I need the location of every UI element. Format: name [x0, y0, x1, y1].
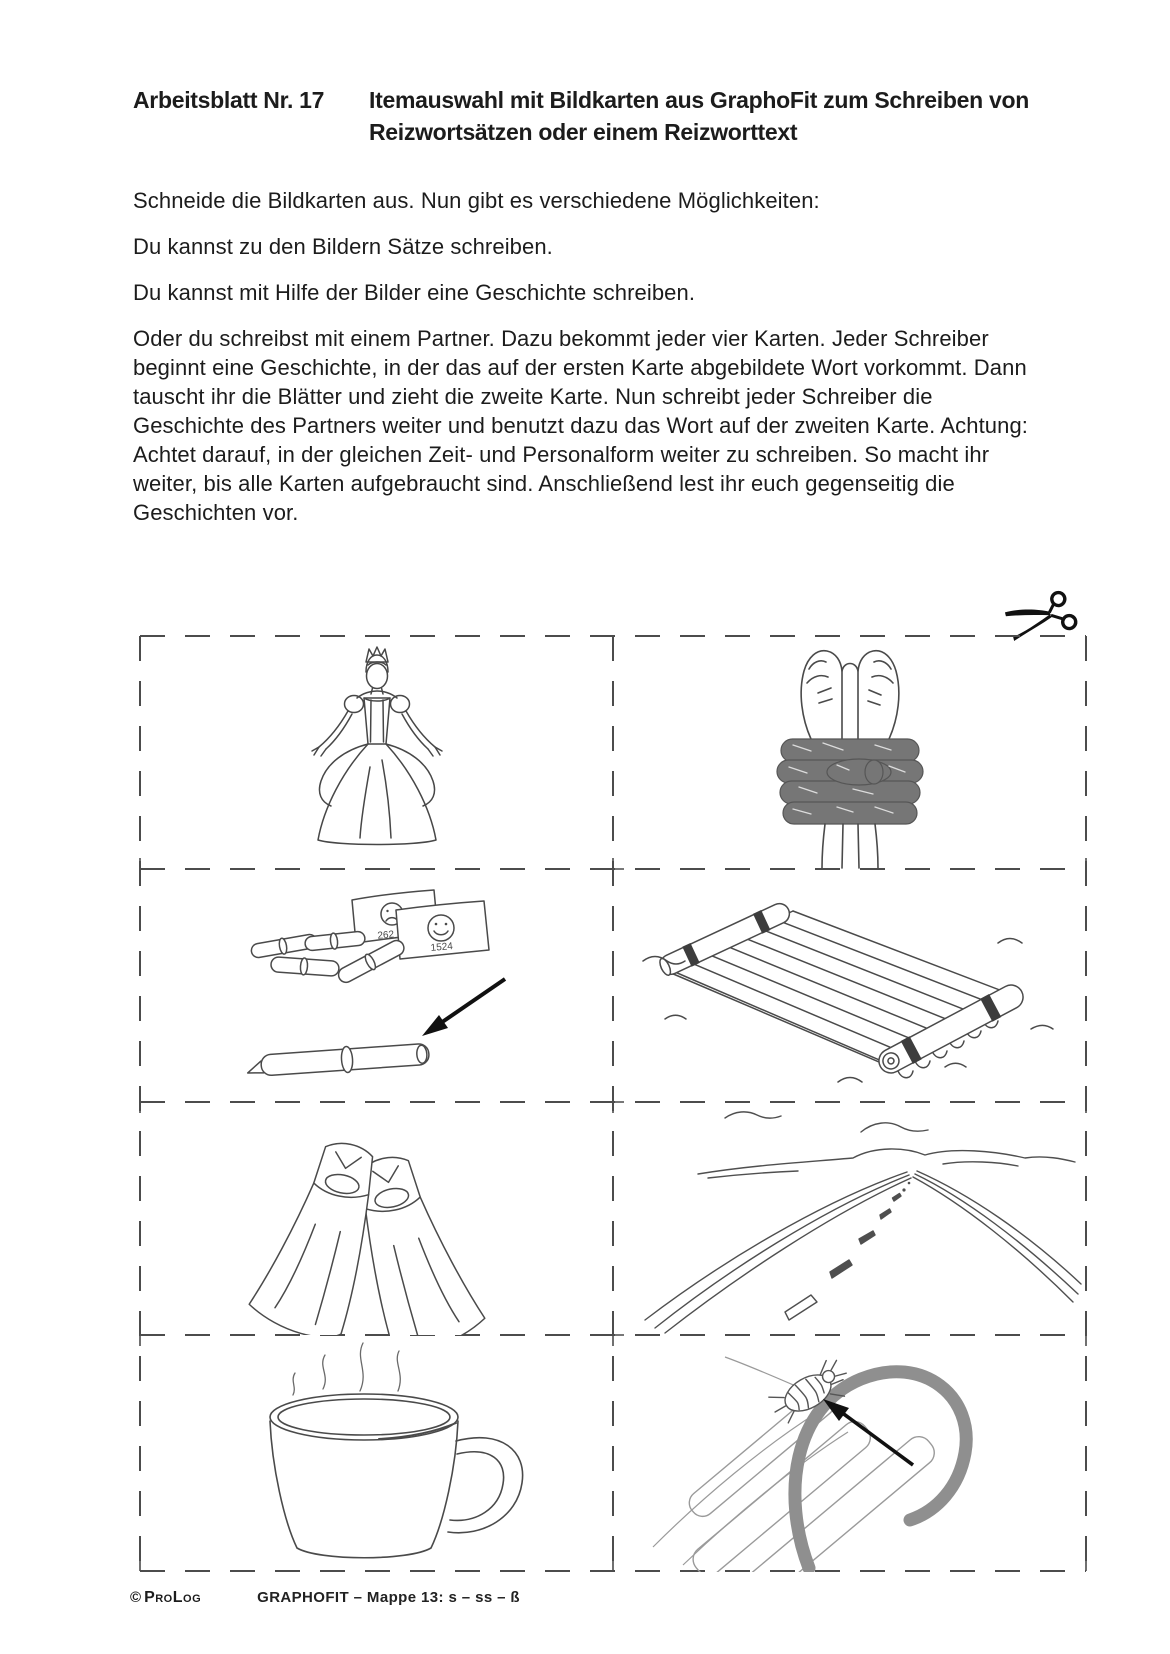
copyright-symbol: ©: [130, 1589, 142, 1606]
instruction-paragraph: Oder du schreibst mit einem Partner. Dazu bekommt jeder vier Karten. Jeder Schreiber beginnt eine Geschichte, in der das auf der ersten Karte abgebildete Wort vorkommt. Dann tauscht ihr die Blätter und zieht die zweite Karte. Nun schreibt jeder Schreiber die Geschichte des Partners weiter und benutzt dazu das Wort auf der zweiten Karte. Achtung: Achtet darauf, in der gleichen Zeit- und Personalform weiter zu schreiben. So macht ihr weiter, bis alle Karten aufgebraucht sind. Anschließend lest ihr euch gegenseitig die Geschichten vor.: [133, 326, 1028, 525]
pointer-arrow: [422, 979, 505, 1036]
card-road: [613, 1102, 1087, 1335]
tied-fists-illustration: [613, 635, 1087, 869]
card-steaming-mug: [139, 1335, 613, 1572]
card-princess: [139, 635, 613, 869]
road-illustration: [613, 1102, 1087, 1335]
worksheet-number: Arbeitsblatt Nr. 17: [133, 87, 325, 113]
happy-card-number: 1524: [430, 941, 454, 954]
footer: [130, 1589, 520, 1607]
publisher-logo: [130, 1589, 201, 1607]
card-tied-fists: [613, 635, 1087, 869]
publisher-name: ProLog: [144, 1589, 202, 1606]
card-swim-fins: [139, 1102, 613, 1335]
louse-illustration: [613, 1335, 1087, 1572]
instruction-paragraph: Schneide die Bildkarten aus. Nun gibt es verschiedene Möglichkeiten:: [133, 188, 820, 213]
pointer-arrow: [823, 1399, 913, 1465]
card-letter-scrolls: [139, 869, 613, 1102]
header: [133, 84, 1029, 148]
sad-card-number: 262: [376, 929, 395, 942]
letter-scrolls-illustration: [139, 869, 613, 1102]
series-title: GRAPHOFIT – Mappe 13: s – ss – ß: [257, 1589, 520, 1606]
card-louse-on-hair: [613, 1335, 1087, 1572]
instructions: [133, 186, 1038, 544]
swim-fins-illustration: [139, 1102, 613, 1335]
instruction-paragraph: Du kannst zu den Bildern Sätze schreiben.: [133, 234, 553, 259]
steaming-mug-illustration: [139, 1335, 613, 1572]
picture-card-grid: [139, 635, 1087, 1572]
card-raft: [613, 869, 1087, 1102]
princess-illustration: [139, 635, 613, 869]
instruction-paragraph: Du kannst mit Hilfe der Bilder eine Geschichte schreiben.: [133, 280, 696, 305]
page-title: Itemauswahl mit Bildkarten aus GraphoFit zum Schreiben von Reizwortsätzen oder einem Reizworttext: [369, 87, 1029, 146]
raft-illustration: [613, 869, 1087, 1102]
